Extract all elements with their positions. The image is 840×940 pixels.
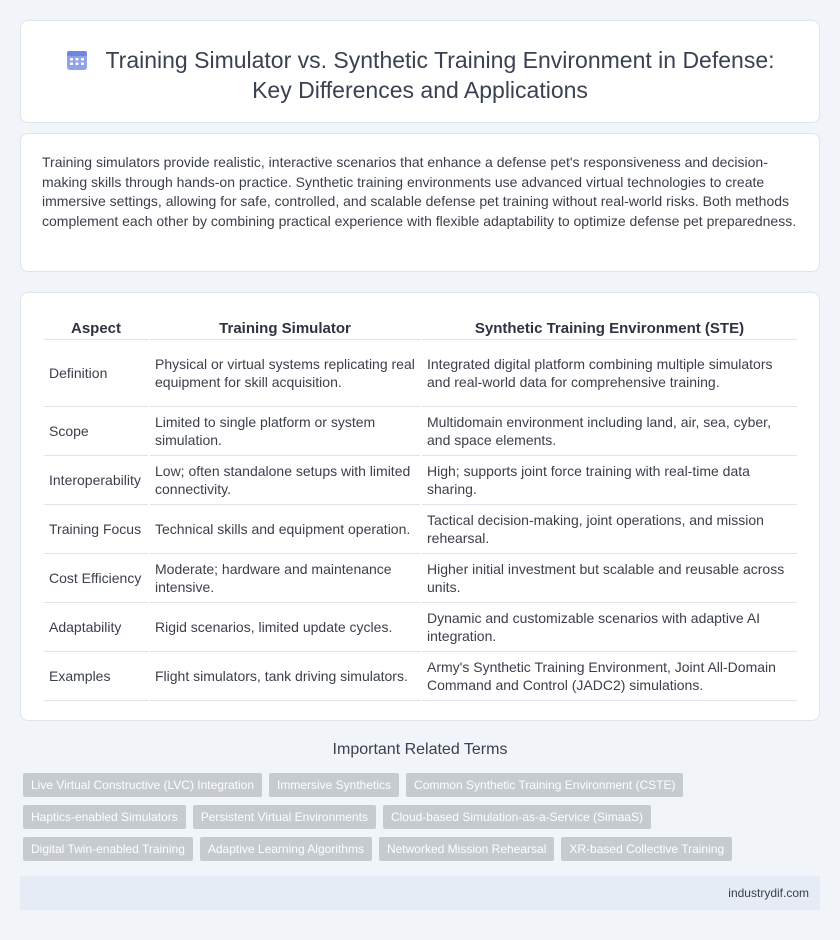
related-term-tag[interactable]: Cloud-based Simulation-as-a-Service (SimaaS) — [383, 805, 651, 829]
simulator-cell: Technical skills and equipment operation. — [150, 505, 420, 554]
related-terms-heading: Important Related Terms — [332, 741, 508, 758]
table-row — [44, 505, 797, 554]
comparison-card — [20, 292, 820, 721]
ste-cell: Higher initial investment but scalable and reusable across units. — [422, 554, 797, 603]
related-term-tag[interactable]: Live Virtual Constructive (LVC) Integration — [23, 773, 262, 797]
table-row — [44, 603, 797, 652]
ste-cell: Army's Synthetic Training Environment, Joint All-Domain Command and Control (JADC2) simulations. — [422, 652, 797, 701]
ste-cell: Multidomain environment including land, air, sea, cyber, and space elements. — [422, 407, 797, 456]
page-title: Training Simulator vs. Synthetic Training Environment in Defense: Key Differences and Applications — [105, 47, 775, 103]
table-row — [44, 652, 797, 701]
aspect-cell: Definition — [44, 340, 148, 407]
ste-cell: Dynamic and customizable scenarios with adaptive AI integration. — [422, 603, 797, 652]
table-row — [44, 407, 797, 456]
related-term-tag[interactable]: Networked Mission Rehearsal — [379, 837, 554, 861]
related-term-tag[interactable]: XR-based Collective Training — [561, 837, 732, 861]
column-header-ste: Synthetic Training Environment (STE) — [422, 313, 797, 340]
related-term-tag[interactable]: Haptics-enabled Simulators — [23, 805, 186, 829]
related-terms-tags — [23, 773, 823, 869]
aspect-cell: Examples — [44, 652, 148, 701]
related-term-tag[interactable]: Immersive Synthetics — [269, 773, 399, 797]
ste-cell: Integrated digital platform combining multiple simulators and real-world data for comprehensive training. — [422, 340, 797, 407]
table-header-row — [44, 313, 797, 340]
aspect-cell: Cost Efficiency — [44, 554, 148, 603]
aspect-cell: Training Focus — [44, 505, 148, 554]
aspect-cell: Interoperability — [44, 456, 148, 505]
table-row — [44, 554, 797, 603]
simulator-cell: Flight simulators, tank driving simulators. — [150, 652, 420, 701]
tag-row — [23, 837, 823, 861]
tag-row — [23, 805, 823, 829]
page-title-wrap — [21, 45, 819, 105]
intro-card — [20, 133, 820, 272]
table-row — [44, 456, 797, 505]
footer-bar — [20, 876, 820, 910]
calendar-grid-icon — [65, 48, 89, 72]
simulator-cell: Physical or virtual systems replicating real equipment for skill acquisition. — [150, 340, 420, 407]
tag-row — [23, 773, 823, 797]
intro-paragraph: Training simulators provide realistic, interactive scenarios that enhance a defense pet's responsiveness and decision-making skills through hands-on practice. Synthetic training environments use advanced virtual technologies to create immersive settings, allowing for safe, controlled, and scalable defense pet training without real-world risks. Both methods complement each other by combining practical experience with flexible adaptability to optimize defense pet preparedness. — [42, 154, 797, 229]
simulator-cell: Limited to single platform or system simulation. — [150, 407, 420, 456]
column-header-aspect: Aspect — [44, 313, 148, 340]
related-term-tag[interactable]: Adaptive Learning Algorithms — [200, 837, 372, 861]
simulator-cell: Low; often standalone setups with limited connectivity. — [150, 456, 420, 505]
ste-cell: Tactical decision-making, joint operations, and mission rehearsal. — [422, 505, 797, 554]
column-header-training-simulator: Training Simulator — [150, 313, 420, 340]
comparison-table — [42, 313, 799, 701]
table-row — [44, 340, 797, 407]
ste-cell: High; supports joint force training with real-time data sharing. — [422, 456, 797, 505]
title-card — [20, 20, 820, 123]
simulator-cell: Rigid scenarios, limited update cycles. — [150, 603, 420, 652]
aspect-cell: Scope — [44, 407, 148, 456]
footer-site-link[interactable]: industrydif.com — [728, 886, 809, 900]
related-term-tag[interactable]: Common Synthetic Training Environment (CSTE) — [406, 773, 683, 797]
related-term-tag[interactable]: Persistent Virtual Environments — [193, 805, 376, 829]
simulator-cell: Moderate; hardware and maintenance intensive. — [150, 554, 420, 603]
aspect-cell: Adaptability — [44, 603, 148, 652]
related-term-tag[interactable]: Digital Twin-enabled Training — [23, 837, 193, 861]
